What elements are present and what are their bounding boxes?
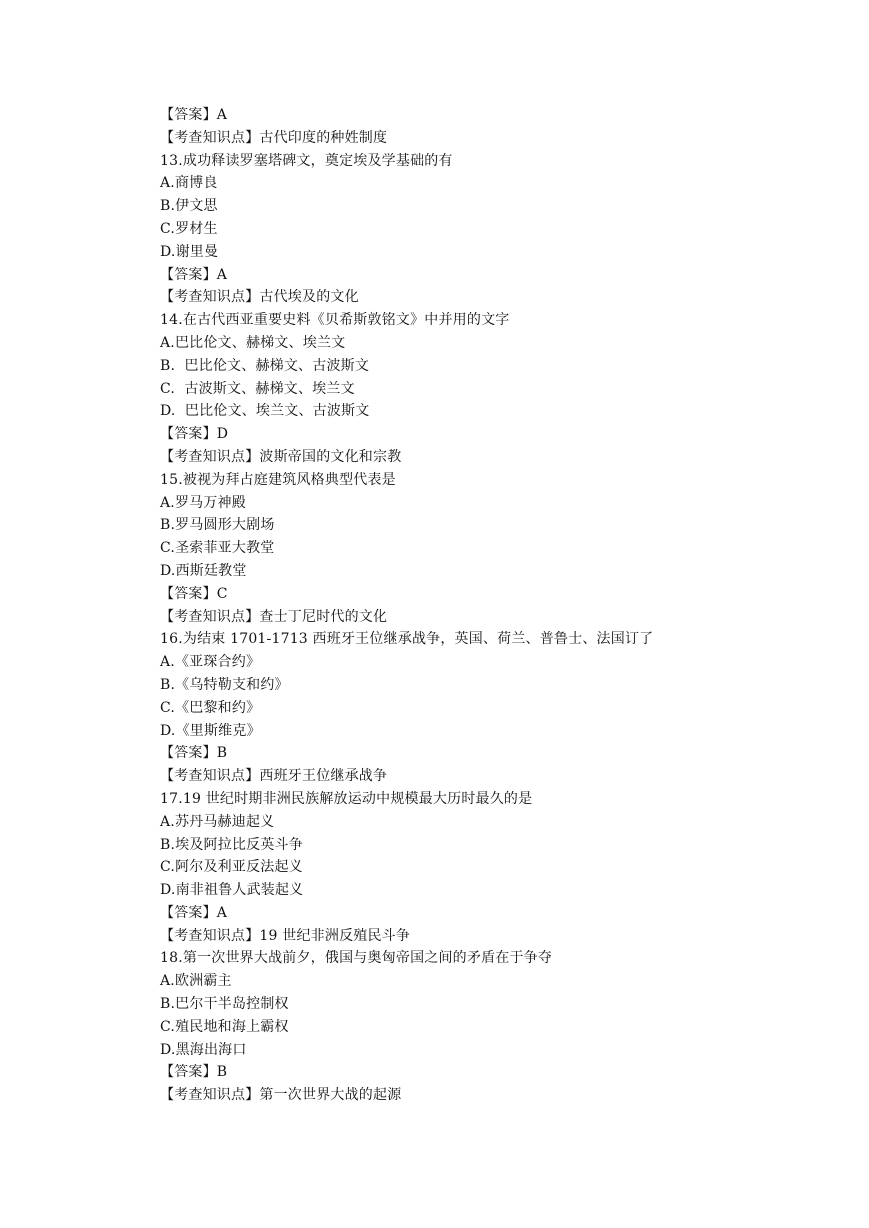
text-line: 【答案】A [160, 266, 228, 283]
text-line: 【考查知识点】查士丁尼时代的文化 [160, 608, 388, 625]
text-line: A.欧洲霸主 [160, 973, 232, 990]
text-line: C.罗材生 [160, 220, 218, 237]
text-line: B.罗马圆形大剧场 [160, 517, 275, 534]
text-line: 14.在古代西亚重要史料《贝希斯敦铭文》中并用的文字 [160, 312, 510, 329]
text-line: 【答案】A [160, 107, 228, 123]
text-line: 15.被视为拜占庭建筑风格典型代表是 [160, 471, 396, 488]
text-line: 【答案】B [160, 745, 228, 762]
text-line: 【答案】A [160, 904, 228, 921]
text-line: A.巴比伦文、赫梯文、埃兰文 [160, 334, 346, 351]
text-line: C.圣索菲亚大教堂 [160, 540, 275, 557]
text-line: A.罗马万神殿 [160, 494, 246, 511]
text-line: B.伊文思 [160, 198, 218, 215]
text-line: B.《乌特勒支和约》 [160, 676, 289, 693]
text-line: D.《里斯维克》 [160, 722, 261, 739]
text-line: 17.19 世纪时期非洲民族解放运动中规模最大历时最久的是 [160, 790, 533, 807]
text-line: 【答案】D [160, 426, 229, 443]
text-line: D.黑海出海口 [160, 1041, 247, 1058]
text-line: 【考查知识点】第一次世界大战的起源 [160, 1087, 402, 1104]
text-line: B.埃及阿拉比反英斗争 [160, 836, 303, 853]
text-line: 【答案】B [160, 1064, 228, 1081]
text-line: C.殖民地和海上霸权 [160, 1018, 289, 1035]
text-line: C.阿尔及利亚反法起义 [160, 859, 303, 876]
text-line: 【答案】C [160, 585, 228, 602]
text-line: D.南非祖鲁人武装起义 [160, 882, 304, 899]
text-line: A.苏丹马赫迪起义 [160, 813, 275, 830]
text-line: B. 巴比伦文、赫梯文、古波斯文 [160, 357, 370, 374]
text-line: A.商博良 [160, 175, 218, 192]
text-line: 【考查知识点】波斯帝国的文化和宗教 [160, 448, 402, 465]
text-line: 【考查知识点】古代埃及的文化 [160, 289, 359, 306]
text-line: 13.成功释读罗塞塔碑文，奠定埃及学基础的有 [160, 152, 453, 169]
text-line: A.《亚琛合约》 [160, 654, 261, 671]
text-line: 16.为结束 1701-1713 西班牙王位继承战争，英国、荷兰、普鲁士、法国订了 [160, 631, 654, 648]
text-line: 【考查知识点】19 世纪非洲反殖民斗争 [160, 927, 411, 944]
text-line: 18.第一次世界大战前夕，俄国与奥匈帝国之间的矛盾在于争夺 [160, 950, 553, 967]
text-line: B.巴尔干半岛控制权 [160, 996, 289, 1013]
document-body [160, 104, 720, 1107]
text-line: C.《巴黎和约》 [160, 699, 261, 716]
text-line: 【考查知识点】古代印度的种姓制度 [160, 129, 388, 146]
text-line: D. 巴比伦文、埃兰文、古波斯文 [160, 403, 370, 420]
text-line: D.西斯廷教堂 [160, 562, 247, 579]
text-line: 【考查知识点】西班牙王位继承战争 [160, 768, 388, 785]
text-line: D.谢里曼 [160, 243, 219, 260]
text-line: C. 古波斯文、赫梯文、埃兰文 [160, 380, 355, 397]
